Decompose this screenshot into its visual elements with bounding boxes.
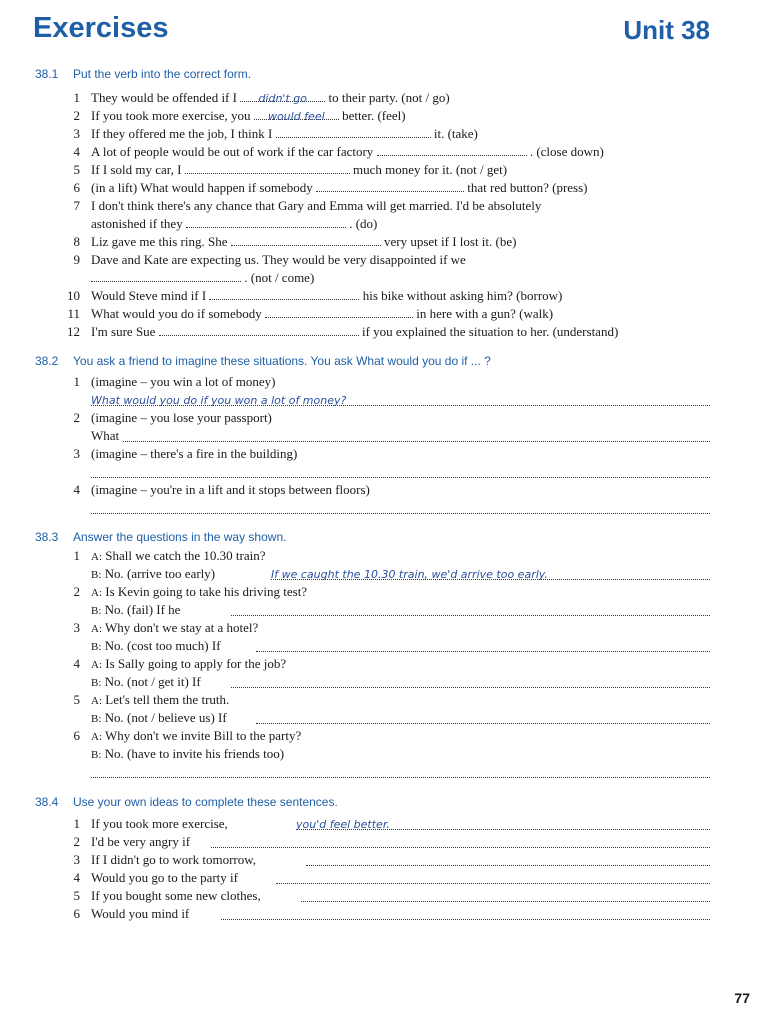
handwritten-answer: If we caught the 10.30 train, we'd arrive too early.	[271, 568, 548, 581]
answer-blank[interactable]	[276, 125, 431, 138]
answer-row	[91, 601, 710, 620]
exercise-line	[60, 197, 710, 215]
response-start: No. (have to invite his friends too)	[104, 746, 285, 761]
exercise-line	[60, 673, 710, 691]
sentence-end: . (do)	[349, 216, 378, 231]
answer-blank[interactable]	[185, 161, 350, 174]
answer-blank[interactable]	[254, 107, 339, 123]
sentence-text	[91, 869, 710, 887]
exercise-line	[60, 125, 710, 143]
exercise-line	[60, 833, 710, 851]
answer-start: What	[91, 428, 123, 443]
prompt-text: (imagine – you're in a lift and it stops between floors)	[91, 482, 370, 497]
exercise-line	[60, 637, 710, 655]
sentence-start: astonished if they	[91, 216, 183, 231]
response-start: No. (fail) If he	[104, 602, 181, 617]
answer-row	[91, 745, 710, 764]
answer-blank[interactable]	[159, 323, 359, 336]
answer-line[interactable]	[91, 763, 710, 778]
handwritten-answer: What would you do if you won a lot of money?	[91, 394, 347, 407]
question: Why don't we invite Bill to the party?	[105, 728, 302, 743]
question-text	[91, 547, 710, 566]
sentence-start: Dave and Kate are expecting us. They would be very disappointed if we	[91, 252, 466, 267]
exercise-line	[60, 583, 710, 601]
item-number: 6	[73, 180, 80, 195]
speaker-b: B:	[91, 713, 102, 725]
exercise-line	[60, 869, 710, 887]
sentence-end: much money for it. (not / get)	[352, 162, 508, 177]
exercise-line	[60, 287, 710, 305]
answer-line[interactable]	[256, 637, 710, 652]
item-number: 2	[73, 410, 80, 425]
question-text	[91, 583, 710, 602]
answer-blank[interactable]	[377, 143, 527, 156]
sentence-start: (in a lift) What would happen if somebody	[91, 180, 313, 195]
question: Is Kevin going to take his driving test?	[105, 584, 308, 599]
item-number: 12	[67, 324, 80, 339]
exercise-line	[60, 481, 710, 499]
question-text	[91, 655, 710, 674]
question-text	[91, 727, 710, 746]
sentence-text	[91, 887, 710, 905]
answer-row	[91, 637, 710, 656]
answer-line[interactable]	[306, 851, 710, 866]
speaker-a: A:	[91, 551, 102, 563]
speaker-b: B:	[91, 749, 102, 761]
prompt-text: (imagine – you lose your passport)	[91, 410, 272, 425]
sentence-end: . (close down)	[529, 144, 604, 159]
item-number: 5	[73, 888, 80, 903]
question: Why don't we stay at a hotel?	[105, 620, 259, 635]
exercise-line	[60, 745, 710, 763]
section-38-2-heading: 38.2 You ask a friend to imagine these situations. You ask What would you do if ... ?	[35, 354, 491, 368]
sentence-text	[91, 905, 710, 923]
question: Is Sally going to apply for the job?	[105, 656, 287, 671]
item-text	[91, 125, 710, 143]
sentence-end: in here with a gun? (walk)	[416, 306, 554, 321]
sentence-start: Would you mind if	[91, 906, 190, 921]
response-start: No. (not / believe us) If	[104, 710, 227, 725]
exercise-line	[60, 305, 710, 323]
page-number: 77	[734, 990, 750, 1006]
item-number: 1	[73, 816, 80, 831]
exercise-line	[60, 373, 710, 391]
exercise-line	[60, 251, 710, 269]
answer-row	[91, 565, 710, 584]
exercise-line	[60, 499, 710, 517]
sentence-start: Would Steve mind if I	[91, 288, 207, 303]
page-title: Exercises	[33, 12, 169, 44]
item-number: 6	[73, 728, 80, 743]
speaker-b: B:	[91, 641, 102, 653]
sentence-end: if you explained the situation to her. (understand)	[361, 324, 619, 339]
sentence-start: If you bought some new clothes,	[91, 888, 261, 903]
speaker-b: B:	[91, 569, 102, 581]
speaker-a: A:	[91, 659, 102, 671]
item-number: 8	[73, 234, 80, 249]
response-start: No. (not / get it) If	[104, 674, 201, 689]
response-start: No. (cost too much) If	[104, 638, 221, 653]
sentence-text	[91, 833, 710, 851]
section-38-4-heading: 38.4 Use your own ideas to complete these sentences.	[35, 795, 338, 809]
sentence-start: If they offered me the job, I think I	[91, 126, 273, 141]
sentence-end: to their party. (not / go)	[328, 90, 450, 105]
sentence-start: If you took more exercise,	[91, 816, 228, 831]
item-number: 9	[73, 252, 80, 267]
exercise-line	[60, 107, 710, 125]
response-start: No. (arrive too early)	[104, 566, 216, 581]
sentence-start: Liz gave me this ring. She	[91, 234, 228, 249]
exercise-line	[60, 89, 710, 107]
exercise-line	[60, 215, 710, 233]
handwritten-answer: you'd feel better.	[296, 818, 390, 831]
exercise-line	[60, 851, 710, 869]
section-38-3-heading: 38.3 Answer the questions in the way shown.	[35, 530, 287, 544]
item-number: 5	[73, 162, 80, 177]
answer-blank[interactable]	[186, 215, 346, 228]
sentence-end: it. (take)	[433, 126, 478, 141]
unit-label: Unit 38	[623, 15, 710, 45]
item-text	[91, 251, 710, 269]
item-number: 4	[73, 870, 80, 885]
sentence-end: better. (feel)	[342, 108, 406, 123]
exercise-line	[60, 619, 710, 637]
answer-line[interactable]	[301, 887, 710, 902]
answer-line[interactable]	[296, 815, 710, 830]
item-number: 2	[73, 584, 80, 599]
item-number: 11	[67, 306, 80, 321]
sentence-start: Would you go to the party if	[91, 870, 238, 885]
exercise-line	[60, 709, 710, 727]
item-number: 4	[73, 656, 80, 671]
item-number: 1	[73, 374, 80, 389]
item-number: 3	[73, 852, 80, 867]
exercise-line	[60, 445, 710, 463]
item-number: 2	[73, 834, 80, 849]
item-number: 6	[73, 906, 80, 921]
answer-line[interactable]	[91, 391, 710, 406]
answer-line[interactable]	[276, 869, 710, 884]
exercise-line	[60, 179, 710, 197]
sentence-end: his bike without asking him? (borrow)	[362, 288, 563, 303]
sentence-text	[91, 851, 710, 869]
answer-line[interactable]	[91, 427, 710, 442]
answer-line[interactable]	[221, 905, 710, 920]
item-text	[91, 107, 710, 125]
answer-blank[interactable]	[91, 269, 241, 282]
exercise-line	[60, 143, 710, 161]
item-number: 4	[73, 144, 80, 159]
speaker-a: A:	[91, 587, 102, 599]
item-number: 3	[73, 126, 80, 141]
answer-line[interactable]	[231, 601, 710, 616]
answer-line[interactable]	[271, 565, 710, 580]
speaker-a: A:	[91, 695, 102, 707]
exercise-line	[60, 691, 710, 709]
exercise-line	[60, 887, 710, 905]
sentence-start: I'd be very angry if	[91, 834, 191, 849]
exercise-line	[60, 391, 710, 409]
answer-line[interactable]	[211, 833, 710, 848]
item-number: 3	[73, 446, 80, 461]
answer-blank[interactable]	[231, 233, 381, 246]
item-text	[91, 89, 710, 107]
sentence-start: They would be offended if I	[91, 90, 237, 105]
exercise-line	[60, 547, 710, 565]
sentence-text	[91, 815, 710, 833]
item-text	[91, 233, 710, 251]
item-number: 4	[73, 482, 80, 497]
answer-blank[interactable]	[265, 305, 413, 318]
item-text	[91, 143, 710, 161]
sentence-end: that red button? (press)	[467, 180, 588, 195]
exercise-line	[60, 815, 710, 833]
exercise-line	[60, 323, 710, 341]
speaker-a: A:	[91, 623, 102, 635]
question: Let's tell them the truth.	[105, 692, 230, 707]
item-text	[91, 197, 710, 215]
answer-blank[interactable]	[316, 179, 464, 192]
item-text	[91, 179, 710, 197]
item-text	[91, 269, 710, 287]
exercise-line	[60, 427, 710, 445]
item-number: 1	[73, 90, 80, 105]
exercise-line	[60, 565, 710, 583]
speaker-b: B:	[91, 677, 102, 689]
item-number: 7	[73, 198, 80, 213]
item-text	[91, 287, 710, 305]
exercise-line	[60, 655, 710, 673]
answer-line[interactable]	[91, 499, 710, 514]
speaker-b: B:	[91, 605, 102, 617]
exercise-line	[60, 601, 710, 619]
answer-blank[interactable]	[209, 287, 359, 300]
item-number: 3	[73, 620, 80, 635]
item-number: 1	[73, 548, 80, 563]
answer-line[interactable]	[256, 709, 710, 724]
item-text	[91, 323, 710, 341]
sentence-start: I don't think there's any chance that Gary and Emma will get married. I'd be absolutely	[91, 198, 542, 213]
exercise-line	[60, 409, 710, 427]
sentence-start: If I sold my car, I	[91, 162, 182, 177]
sentence-start: What would you do if somebody	[91, 306, 262, 321]
item-number: 5	[73, 692, 80, 707]
sentence-start: If you took more exercise, you	[91, 108, 251, 123]
item-text	[91, 215, 710, 233]
sentence-end: very upset if I lost it. (be)	[383, 234, 517, 249]
exercise-line	[60, 161, 710, 179]
prompt-text: (imagine – there's a fire in the building)	[91, 446, 298, 461]
answer-blank[interactable]	[240, 89, 325, 105]
item-number: 10	[67, 288, 80, 303]
answer-row	[91, 673, 710, 692]
exercise-line	[60, 269, 710, 287]
section-38-1-heading: 38.1 Put the verb into the correct form.	[35, 67, 252, 81]
speaker-a: A:	[91, 731, 102, 743]
answer-line[interactable]	[91, 463, 710, 478]
exercise-line	[60, 905, 710, 923]
item-number: 2	[73, 108, 80, 123]
item-text	[91, 161, 710, 179]
item-text	[91, 305, 710, 323]
exercise-line	[60, 727, 710, 745]
exercise-line	[60, 233, 710, 251]
question-text	[91, 691, 710, 710]
exercise-line	[60, 463, 710, 481]
sentence-start: A lot of people would be out of work if the car factory	[91, 144, 374, 159]
sentence-start: I'm sure Sue	[91, 324, 156, 339]
handwritten-answer: didn't go	[258, 92, 307, 105]
sentence-start: If I didn't go to work tomorrow,	[91, 852, 257, 867]
question-text	[91, 619, 710, 638]
prompt-text: (imagine – you win a lot of money)	[91, 374, 276, 389]
answer-line[interactable]	[231, 673, 710, 688]
sentence-end: . (not / come)	[244, 270, 315, 285]
handwritten-answer: would feel	[267, 110, 325, 123]
answer-row	[91, 709, 710, 728]
question: Shall we catch the 10.30 train?	[105, 548, 266, 563]
